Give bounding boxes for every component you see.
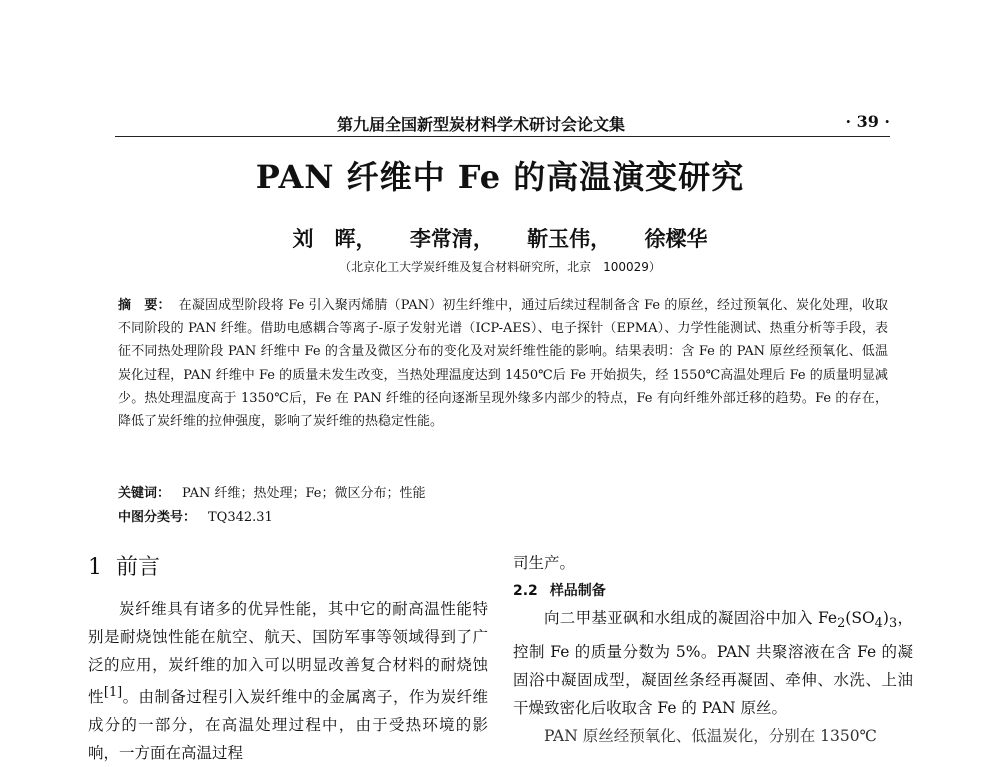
abstract <box>118 294 888 433</box>
keywords <box>118 482 888 501</box>
citation-ref: [1] <box>103 685 123 700</box>
paragraph-text: ，控制 Fe 的质量分数为 5%。PAN 共聚溶液在含 Fe 的凝固浴中凝固成型，凝固丝条经再凝固、牵伸、水洗、上油干燥致密化后收取含 Fe 的 PAN 原丝。 <box>513 609 913 718</box>
author: 李常清， <box>409 226 494 251</box>
subscript: 4 <box>874 616 883 632</box>
author: 徐樑华 <box>644 226 708 251</box>
body-paragraph <box>88 595 488 767</box>
section-number: 1 <box>88 555 102 580</box>
subscript: 2 <box>837 616 846 632</box>
keywords-label: 关键词： <box>118 486 171 501</box>
body-paragraph <box>513 604 913 722</box>
continuation-text: 司生产。 <box>513 554 576 572</box>
subsection-heading <box>513 580 913 600</box>
abstract-text: 在凝固成型阶段将 Fe 引入聚丙烯腈（PAN）初生纤维中，通过后续过程制备含 Fe 的原丝，经过预氧化、炭化处理，收取不同阶段的 PAN 纤维。借助电感耦合等离子-原子发射光谱（ICP-AES）、电子探针（EPMA）、力学性能测试、热重分析等手段，表征不同热处理阶段 PAN 纤维中 Fe 的含量及微区分布的变化及对炭纤维性能的影响。结果表明：含 Fe 的 PAN 原丝经预氧化、低温炭化过程，PAN 纤维中 Fe 的质量未发生改变，当热处理温度达到 1450℃后 Fe 开始损失，经 1550℃高温处理后 Fe 的质量明显减少。热处理温度高于 1350℃后，Fe 在 PAN 纤维的径向逐渐呈现外缘多内部少的特点，Fe 有向纤维外部迁移的趋势。Fe 的存在，降低了炭纤维的拉伸强度，影响了炭纤维的热稳定性能。 <box>118 298 888 430</box>
paragraph-text: (SO <box>845 609 875 627</box>
left-column <box>88 550 488 767</box>
affiliation: （北京化工大学炭纤维及复合材料研究所，北京 100029） <box>339 260 661 274</box>
section-heading <box>88 550 488 581</box>
subscript: 3 <box>888 616 898 632</box>
author: 刘 晖， <box>292 226 377 251</box>
paragraph-text-continued: 。由制备过程引入炭纤维中的金属离子，作为炭纤维成分的一部分，在高温处理过程中，由于受热环境的影响，一方面在高温过程 <box>88 688 488 763</box>
keywords-text: PAN 纤维；热处理；Fe；微区分布；性能 <box>182 486 426 501</box>
subsection-number: 2.2 <box>513 583 538 599</box>
classification-text: TQ342.31 <box>208 510 273 525</box>
author-list <box>0 223 1000 253</box>
author: 靳玉伟， <box>527 226 612 251</box>
paragraph-text: 向二甲基亚砜和水组成的凝固浴中加入 Fe <box>544 609 838 627</box>
right-column <box>513 550 913 750</box>
page-number: · 39 · <box>845 112 890 131</box>
classification-label: 中图分类号： <box>118 510 197 525</box>
cut-off-line: PAN 原丝经预氧化、低温炭化，分别在 1350℃ <box>544 727 877 746</box>
paper-title: PAN 纤维中 Fe 的高温演变研究 <box>255 158 745 196</box>
section-title: 前言 <box>116 555 161 580</box>
journal-title: 第九届全国新型炭材料学术研讨会论文集 <box>337 115 626 134</box>
abstract-label: 摘 要： <box>118 298 171 313</box>
subsection-title: 样品制备 <box>549 583 606 599</box>
paragraph-text: 炭纤维具有诸多的优异性能，其中它的耐高温性能特别是耐烧蚀性能在航空、航天、国防军事等领域得到了广泛的应用，炭纤维的加入可以明显改善复合材料的耐烧蚀性 <box>88 600 488 707</box>
paragraph-text: ) <box>882 609 889 627</box>
running-header <box>115 112 890 137</box>
classification-number <box>118 506 888 525</box>
